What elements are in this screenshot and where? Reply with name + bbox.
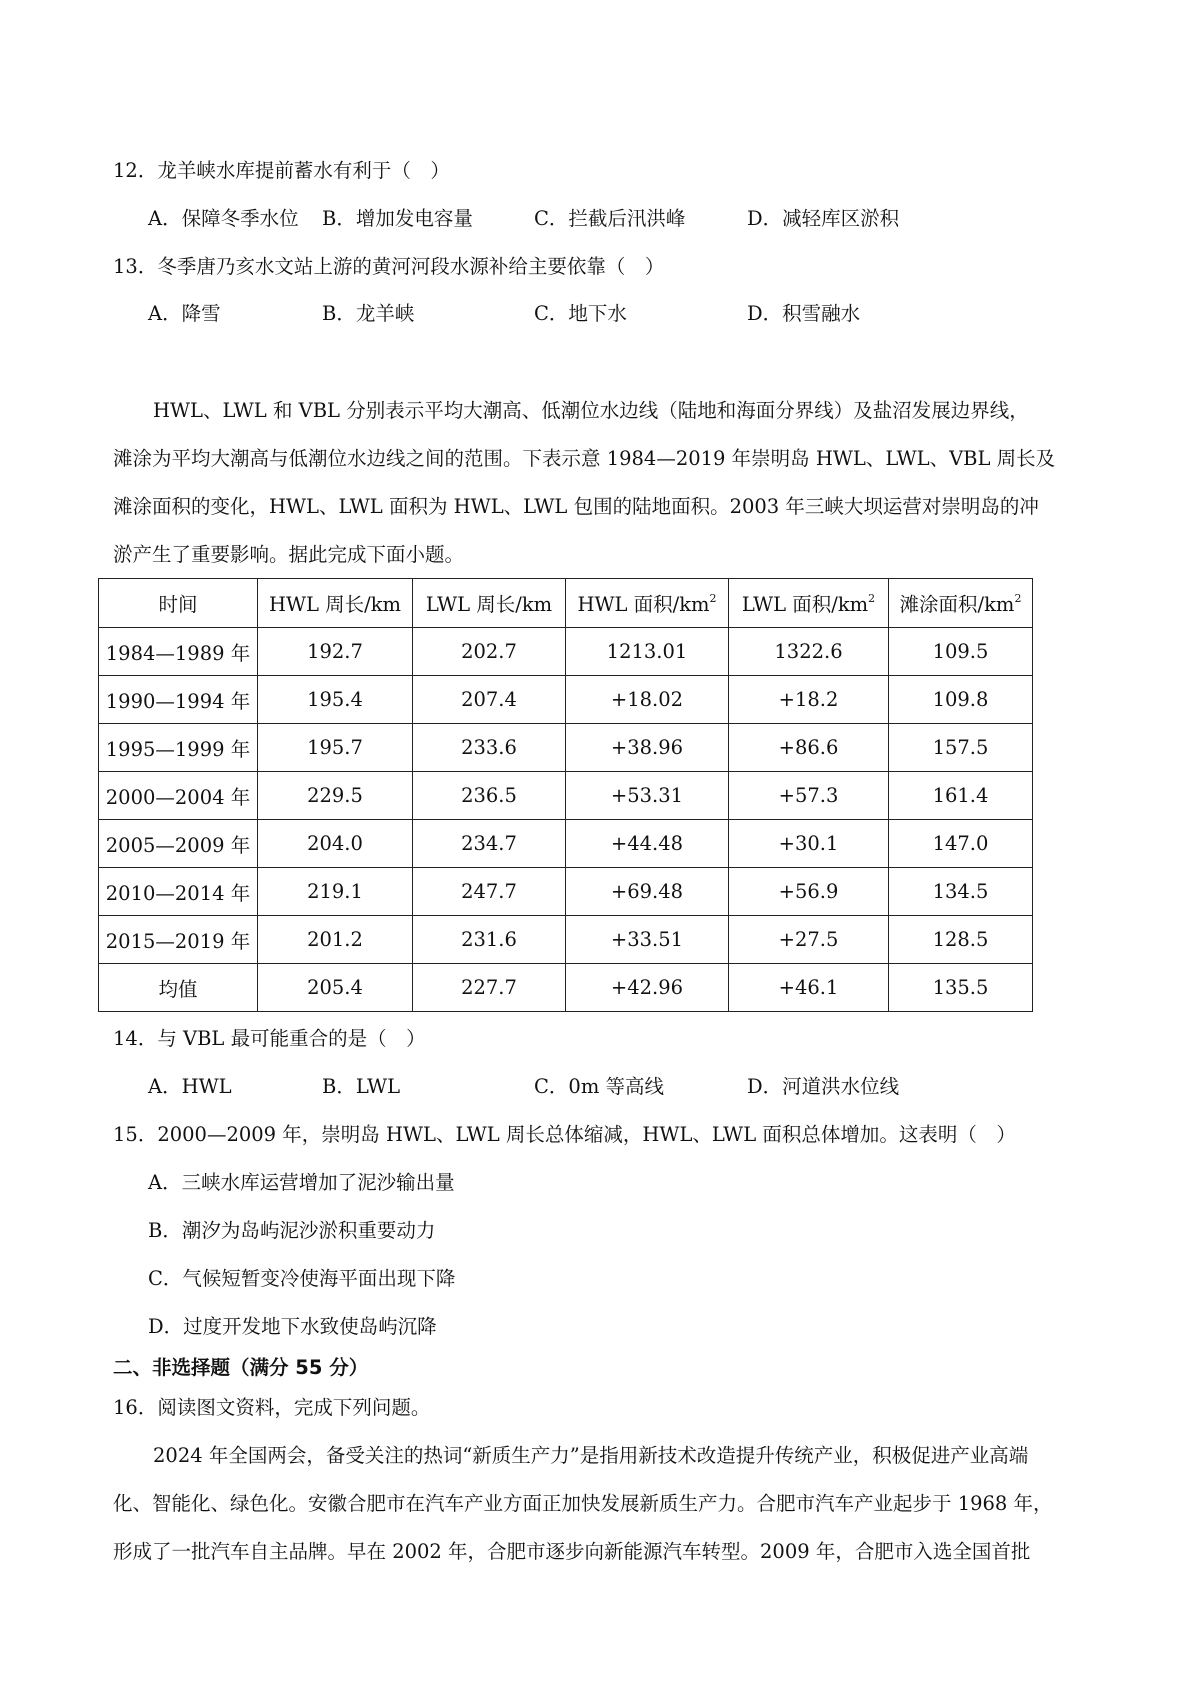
q16-passage-line-1: 2024 年全国两会，备受关注的热词“新质生产力”是指用新技术改造提升传统产业，积极促进产业高端	[153, 1444, 1029, 1467]
passage-line-2: 滩涂为平均大潮高与低潮位水边线之间的范围。下表示意 1984—2019 年崇明岛 HWL、LWL、VBL 周长及	[113, 447, 1056, 470]
table-cell: 2005—2009 年	[99, 820, 258, 868]
table-cell: +69.48	[566, 868, 729, 916]
q14-option-c[interactable]: C．0m 等高线	[534, 1075, 665, 1098]
q14-option-a[interactable]: A．HWL	[148, 1075, 232, 1098]
table-cell: 134.5	[889, 868, 1033, 916]
passage-line-3: 滩涂面积的变化，HWL、LWL 面积为 HWL、LWL 包围的陆地面积。2003 年三峡大坝运营对崇明岛的冲	[113, 495, 1039, 518]
table-cell: +27.5	[729, 916, 889, 964]
table-row	[99, 868, 1033, 916]
table-cell: 1213.01	[566, 628, 729, 676]
table-cell: 247.7	[413, 868, 566, 916]
q12-option-c[interactable]: C．拦截后汛洪峰	[534, 207, 686, 230]
table-cell: +18.2	[729, 676, 889, 724]
table-cell: 1322.6	[729, 628, 889, 676]
table-row	[99, 964, 1033, 1012]
q12-option-d[interactable]: D．减轻库区淤积	[747, 207, 900, 230]
q16-passage-line-2: 化、智能化、绿色化。安徽合肥市在汽车产业方面正加快发展新质生产力。合肥市汽车产业起步于 1968 年，	[113, 1492, 1053, 1515]
table-cell: 均值	[99, 964, 258, 1012]
table-cell: 207.4	[413, 676, 566, 724]
table-header-cell: HWL 面积$/km^2$	[566, 579, 729, 628]
table-cell: 128.5	[889, 916, 1033, 964]
table-cell: +86.6	[729, 724, 889, 772]
table-cell: +30.1	[729, 820, 889, 868]
q13-option-d[interactable]: D．积雪融水	[747, 302, 861, 325]
question-14-stem: 14．与 VBL 最可能重合的是（ ）	[113, 1027, 426, 1050]
table-cell: 1995—1999 年	[99, 724, 258, 772]
table-cell: 192.7	[258, 628, 413, 676]
table-cell: 236.5	[413, 772, 566, 820]
table-cell: 1990—1994 年	[99, 676, 258, 724]
q15-option-c[interactable]: C．气候短暂变冷使海平面出现下降	[148, 1267, 456, 1290]
table-cell: 195.4	[258, 676, 413, 724]
table-cell: +33.51	[566, 916, 729, 964]
table-cell: +38.96	[566, 724, 729, 772]
q14-option-d[interactable]: D．河道洪水位线	[747, 1075, 900, 1098]
table-cell: 109.5	[889, 628, 1033, 676]
table-row	[99, 916, 1033, 964]
q15-option-d[interactable]: D．过度开发地下水致使岛屿沉降	[148, 1315, 437, 1338]
question-12-stem: 12．龙羊峡水库提前蓄水有利于（ ）	[113, 159, 450, 182]
table-row	[99, 820, 1033, 868]
table-cell: 135.5	[889, 964, 1033, 1012]
section-heading: 二、非选择题（满分 55 分）	[113, 1356, 369, 1379]
table-cell: 227.7	[413, 964, 566, 1012]
table-cell: 219.1	[258, 868, 413, 916]
q12-option-a[interactable]: A．保障冬季水位	[148, 207, 299, 230]
table-cell: 147.0	[889, 820, 1033, 868]
table-header-cell: LWL 面积$/km^2$	[729, 579, 889, 628]
q14-option-b[interactable]: B．LWL	[322, 1075, 401, 1098]
table-row	[99, 676, 1033, 724]
q13-option-c[interactable]: C．地下水	[534, 302, 627, 325]
table-cell: 204.0	[258, 820, 413, 868]
table-cell: 2015—2019 年	[99, 916, 258, 964]
table-cell: 109.8	[889, 676, 1033, 724]
data-table	[98, 578, 1033, 1012]
passage-line-1: HWL、LWL 和 VBL 分别表示平均大潮高、低潮位水边线（陆地和海面分界线）及盐沼发展边界线，	[153, 399, 1029, 422]
passage-line-4: 淤产生了重要影响。据此完成下面小题。	[113, 543, 465, 566]
table-cell: +18.02	[566, 676, 729, 724]
table-cell: 201.2	[258, 916, 413, 964]
q13-option-b[interactable]: B．龙羊峡	[322, 302, 415, 325]
table-cell: +46.1	[729, 964, 889, 1012]
table-header-cell: 滩涂面积$/km^2$	[889, 579, 1033, 628]
q13-option-a[interactable]: A．降雪	[148, 302, 221, 325]
table-cell: +44.48	[566, 820, 729, 868]
question-16-stem: 16．阅读图文资料，完成下列问题。	[113, 1396, 431, 1419]
question-13-stem: 13．冬季唐乃亥水文站上游的黄河河段水源补给主要依靠（ ）	[113, 255, 665, 278]
table-row	[99, 772, 1033, 820]
q16-passage-line-3: 形成了一批汽车自主品牌。早在 2002 年，合肥市逐步向新能源汽车转型。2009 年，合肥市入选全国首批	[113, 1540, 1031, 1563]
table-cell: 195.7	[258, 724, 413, 772]
table-header-row	[99, 579, 1033, 628]
table-row	[99, 724, 1033, 772]
q12-option-b[interactable]: B．增加发电容量	[322, 207, 473, 230]
table-header-cell: HWL 周长/km	[258, 579, 413, 628]
question-15-stem: 15．2000—2009 年，崇明岛 HWL、LWL 周长总体缩减，HWL、LWL 面积总体增加。这表明（ ）	[113, 1123, 1016, 1146]
table-cell: 233.6	[413, 724, 566, 772]
table-header-cell: 时间	[99, 579, 258, 628]
table-cell: 202.7	[413, 628, 566, 676]
table-cell: 2010—2014 年	[99, 868, 258, 916]
q15-option-b[interactable]: B．潮汐为岛屿泥沙淤积重要动力	[148, 1219, 436, 1242]
table-cell: 1984—1989 年	[99, 628, 258, 676]
table-cell: 157.5	[889, 724, 1033, 772]
table-cell: 205.4	[258, 964, 413, 1012]
table-cell: 234.7	[413, 820, 566, 868]
table-header-cell: LWL 周长/km	[413, 579, 566, 628]
table-cell: 231.6	[413, 916, 566, 964]
table-cell: 229.5	[258, 772, 413, 820]
table-cell: 161.4	[889, 772, 1033, 820]
table-cell: +53.31	[566, 772, 729, 820]
table-cell: +56.9	[729, 868, 889, 916]
q15-option-a[interactable]: A．三峡水库运营增加了泥沙输出量	[148, 1171, 455, 1194]
table-cell: 2000—2004 年	[99, 772, 258, 820]
table-cell: +57.3	[729, 772, 889, 820]
table-cell: +42.96	[566, 964, 729, 1012]
table-row	[99, 628, 1033, 676]
